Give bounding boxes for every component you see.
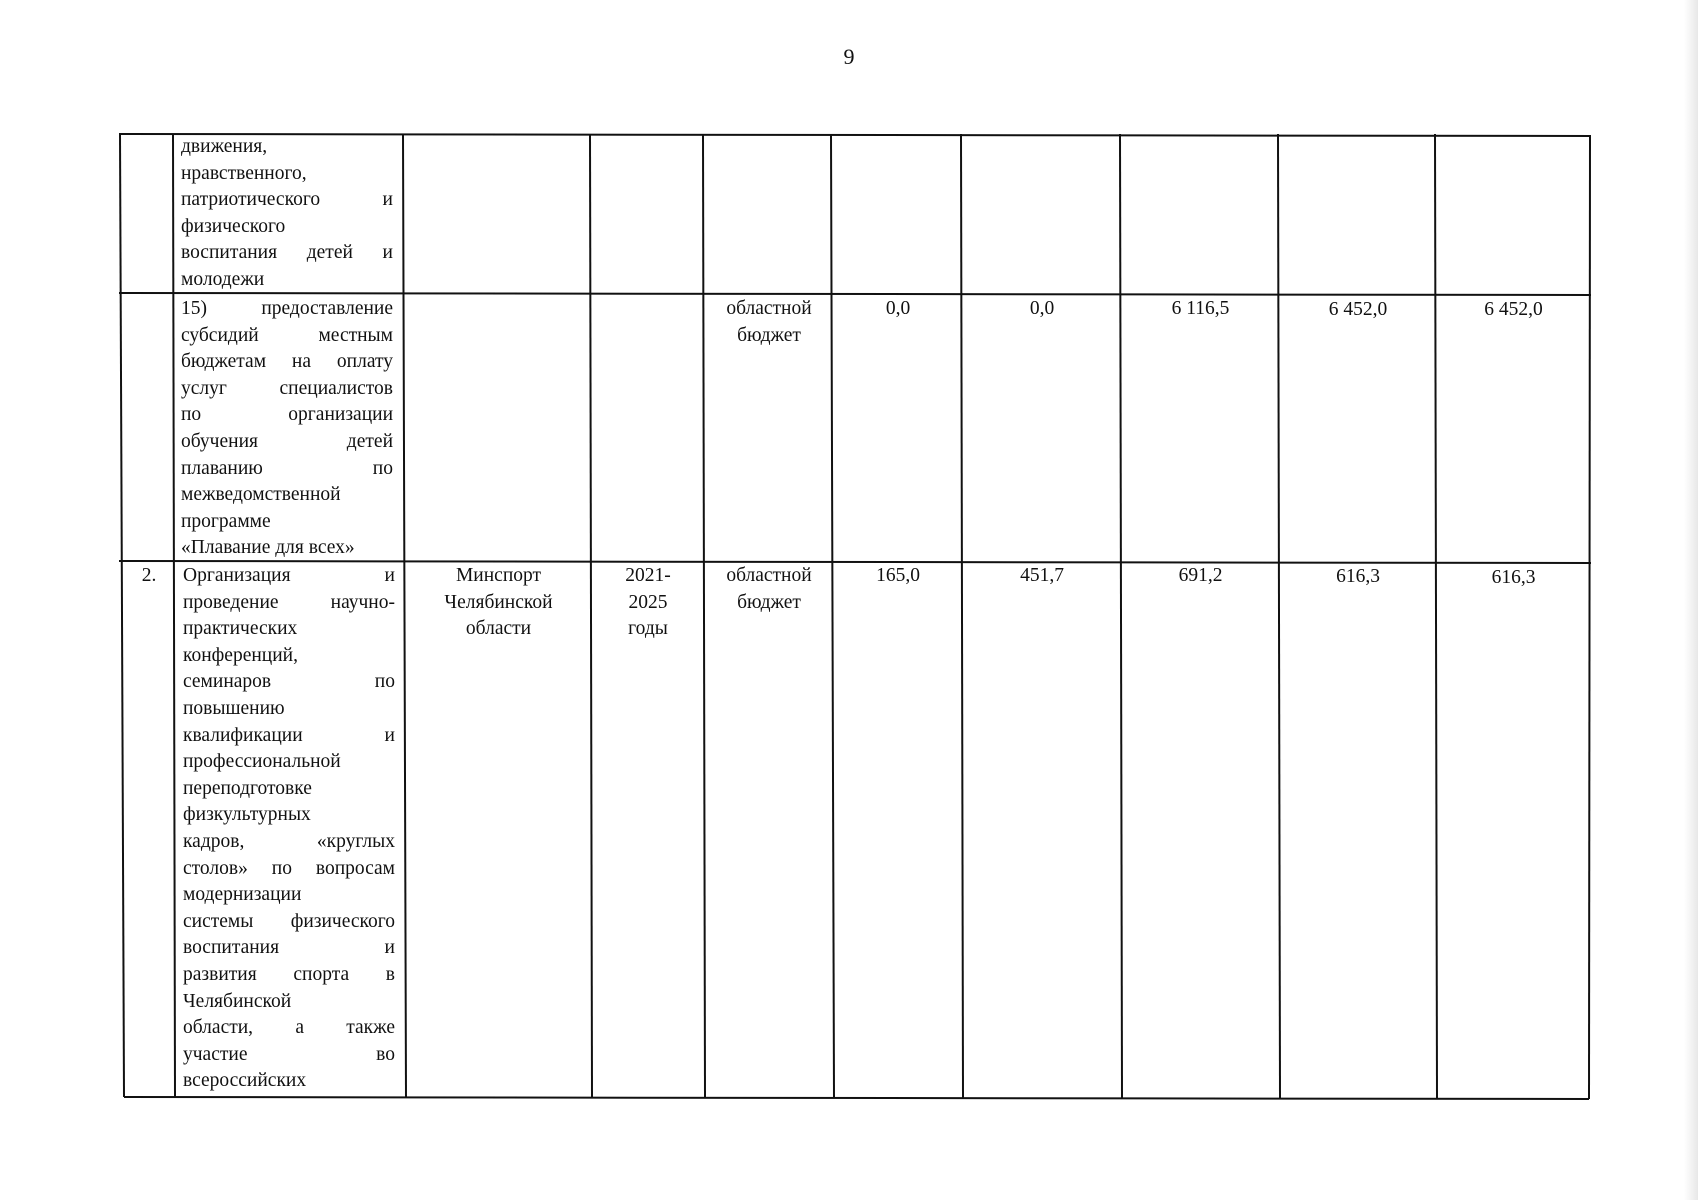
description-line: развития спорта в <box>183 963 395 985</box>
description-line: воспитания детей и <box>181 242 393 264</box>
description-line: модернизации <box>183 884 302 906</box>
description-line: нравственного, <box>181 162 307 184</box>
description-cell <box>183 563 395 1095</box>
period-line: 2025 <box>628 591 668 613</box>
value-cell-1: 165,0 <box>876 565 920 586</box>
period-line: годы <box>628 618 668 640</box>
description-line: Челябинской <box>183 990 292 1012</box>
description-line: патриотического и <box>181 189 393 211</box>
description-line: субсидий местным <box>181 324 393 346</box>
executor-line: Минспорт <box>455 565 542 586</box>
description-line: по организации <box>181 404 393 426</box>
description-line: обучения детей <box>181 430 393 452</box>
description-line: молодежи <box>181 268 265 290</box>
value-cell-1: 0,0 <box>885 298 911 319</box>
description-line: движения, <box>181 136 268 157</box>
executor-line: Челябинской <box>444 591 553 613</box>
funding-source-cell <box>706 296 832 349</box>
row-number-cell: 2. <box>141 565 157 586</box>
value-cell-5: 6 452,0 <box>1484 299 1543 320</box>
description-line: участие во <box>183 1043 395 1065</box>
executor-line: области <box>465 618 532 640</box>
value-cell-2: 451,7 <box>1020 565 1064 586</box>
description-line: кадров, «круглых <box>183 830 395 852</box>
description-line: плаванию по <box>181 457 393 479</box>
value-cell-3: 691,2 <box>1178 565 1223 586</box>
funding-source-line: областной <box>726 565 812 586</box>
value-cell-5: 616,3 <box>1491 567 1536 588</box>
funding-source-line: бюджет <box>737 591 801 613</box>
executor-cell <box>406 563 591 643</box>
description-line: программе <box>181 510 271 532</box>
description-line: 15) предоставление <box>181 298 393 319</box>
value-cell-4: 616,3 <box>1336 566 1380 587</box>
scan-edge <box>1684 0 1698 1200</box>
description-line: межведомственной <box>181 484 341 506</box>
funding-source-line: бюджет <box>737 324 801 346</box>
page-number: 9 <box>843 44 855 69</box>
description-line: переподготовке <box>183 777 312 799</box>
description-line: бюджетам на оплату <box>181 351 393 373</box>
description-line: физического <box>181 215 286 237</box>
description-line: области, а также <box>183 1017 395 1039</box>
description-line: квалификации и <box>183 724 395 746</box>
description-line: практических <box>183 618 298 640</box>
description-line: профессиональной <box>183 751 341 773</box>
description-line: Организация и <box>183 565 395 586</box>
value-cell-4: 6 452,0 <box>1328 299 1388 320</box>
description-line: повышению <box>183 697 285 719</box>
description-line: столов» по вопросам <box>183 857 395 879</box>
description-line: физкультурных <box>183 804 311 826</box>
description-line: конференций, <box>183 644 298 666</box>
description-line: проведение научно- <box>183 591 395 613</box>
period-cell <box>592 563 704 643</box>
description-line: семинаров по <box>183 671 395 693</box>
description-line: системы физического <box>183 910 395 932</box>
description-line: воспитания и <box>183 937 395 959</box>
funding-source-cell <box>706 563 832 616</box>
period-line: 2021- <box>625 565 671 586</box>
description-line: всероссийских <box>183 1070 307 1092</box>
funding-source-line: областной <box>726 298 812 319</box>
value-cell-2: 0,0 <box>1029 298 1055 319</box>
description-cell <box>181 296 393 562</box>
value-cell-3: 6 116,5 <box>1171 298 1230 319</box>
description-line: услуг специалистов <box>181 377 393 399</box>
description-line: «Плавание для всех» <box>181 537 355 559</box>
description-cell <box>181 134 393 294</box>
